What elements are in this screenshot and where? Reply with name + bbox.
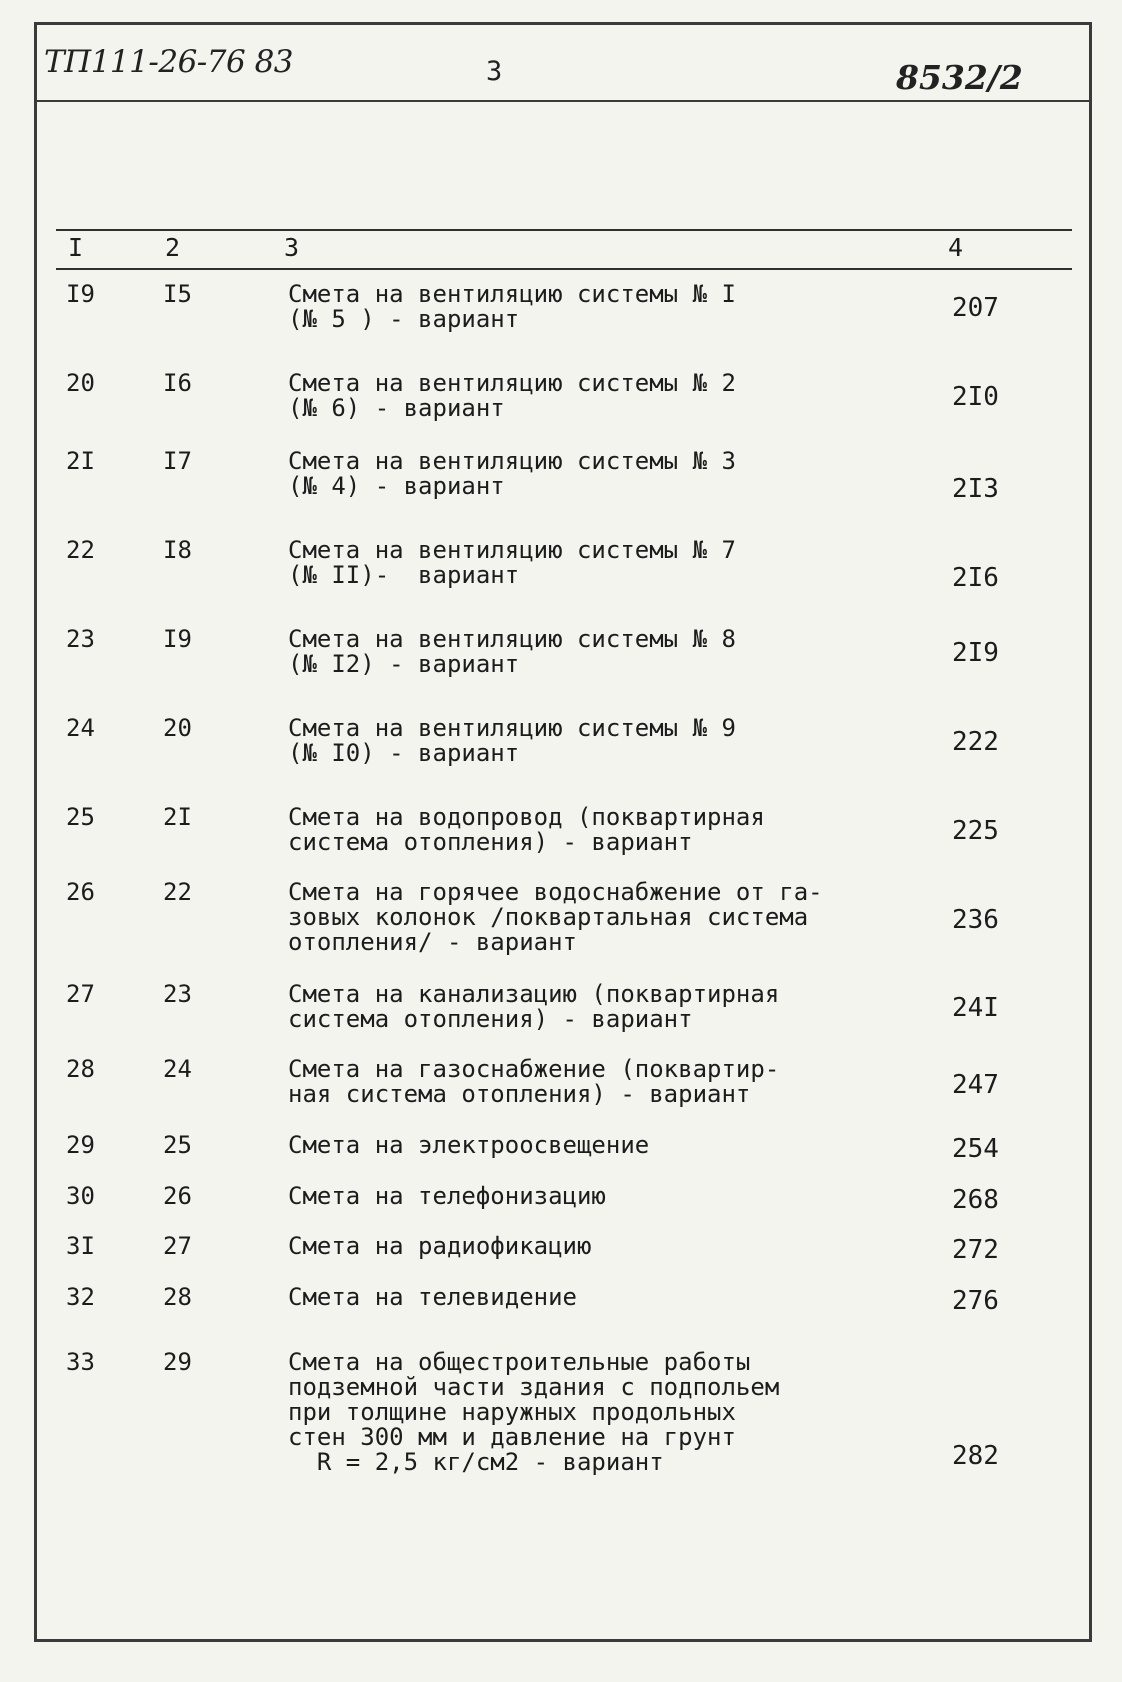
row-estimate-number: 28: [163, 1283, 192, 1311]
row-description: Смета на вентиляцию системы № 3 (№ 4) - вариант: [288, 447, 736, 500]
row-seq-number: 2I: [66, 447, 95, 475]
row-description: Смета на газоснабжение (поквартир- ная система отопления) - вариант: [288, 1055, 780, 1108]
row-description: Смета на электроосвещение: [288, 1131, 650, 1159]
row-page: 254: [952, 1134, 999, 1164]
row-estimate-number: 24: [163, 1055, 192, 1083]
column-header-3: 3: [284, 233, 300, 262]
row-seq-number: I9: [66, 280, 95, 308]
row-page: 24I: [952, 993, 999, 1023]
row-page: 207: [952, 293, 999, 323]
row-page: 225: [952, 816, 999, 846]
row-page: 2I0: [952, 382, 999, 412]
row-seq-number: 22: [66, 536, 95, 564]
table-top-rule: [56, 229, 1072, 231]
row-seq-number: 32: [66, 1283, 95, 1311]
archive-code: 8532/2: [896, 58, 1023, 97]
row-seq-number: 30: [66, 1182, 95, 1210]
row-description: Смета на общестроительные работы подземной части здания с подпольем при толщине наружных продольных стен 300 мм и давление на грунт R = 2,5 кг/см2 - вариант: [288, 1348, 780, 1476]
row-description: Смета на водопровод (поквартирная система отопления) - вариант: [288, 803, 765, 856]
row-description: Смета на канализацию (поквартирная система отопления) - вариант: [288, 980, 780, 1033]
row-description: Смета на вентиляцию системы № I (№ 5 ) - вариант: [288, 280, 736, 333]
row-estimate-number: I9: [163, 625, 192, 653]
row-page: 222: [952, 727, 999, 757]
row-description: Смета на радиофикацию: [288, 1232, 592, 1260]
row-description: Смета на вентиляцию системы № 8 (№ I2) - вариант: [288, 625, 736, 678]
row-seq-number: 25: [66, 803, 95, 831]
row-estimate-number: 23: [163, 980, 192, 1008]
row-estimate-number: 25: [163, 1131, 192, 1159]
row-estimate-number: I5: [163, 280, 192, 308]
row-seq-number: 29: [66, 1131, 95, 1159]
column-header-2: 2: [165, 233, 181, 262]
row-seq-number: 20: [66, 369, 95, 397]
header-divider: [36, 100, 1090, 102]
table-header-rule: [56, 268, 1072, 270]
row-seq-number: 3I: [66, 1232, 95, 1260]
row-description: Смета на вентиляцию системы № 2 (№ 6) - вариант: [288, 369, 736, 422]
row-estimate-number: 2I: [163, 803, 192, 831]
row-page: 247: [952, 1070, 999, 1100]
row-seq-number: 26: [66, 878, 95, 906]
row-page: 2I9: [952, 638, 999, 668]
row-page: 268: [952, 1185, 999, 1215]
row-description: Смета на телефонизацию: [288, 1182, 606, 1210]
row-seq-number: 23: [66, 625, 95, 653]
row-page: 236: [952, 905, 999, 935]
row-estimate-number: 26: [163, 1182, 192, 1210]
row-estimate-number: I7: [163, 447, 192, 475]
page-number: 3: [486, 56, 503, 87]
row-page: 282: [952, 1441, 999, 1471]
column-header-4: 4: [948, 233, 964, 262]
row-description: Смета на телевидение: [288, 1283, 577, 1311]
row-description: Смета на вентиляцию системы № 7 (№ II)- вариант: [288, 536, 736, 589]
row-estimate-number: 22: [163, 878, 192, 906]
row-page: 276: [952, 1286, 999, 1316]
row-description: Смета на вентиляцию системы № 9 (№ I0) - вариант: [288, 714, 736, 767]
row-seq-number: 33: [66, 1348, 95, 1376]
row-estimate-number: I8: [163, 536, 192, 564]
row-estimate-number: 27: [163, 1232, 192, 1260]
document-code: ТП111-26-76 83: [44, 44, 294, 80]
row-estimate-number: 29: [163, 1348, 192, 1376]
row-description: Смета на горячее водоснабжение от га- зовых колонок /поквартальная система отопления/ - вариант: [288, 878, 823, 956]
column-header-1: I: [68, 233, 84, 262]
row-page: 2I3: [952, 474, 999, 504]
row-estimate-number: 20: [163, 714, 192, 742]
row-page: 272: [952, 1235, 999, 1265]
row-page: 2I6: [952, 563, 999, 593]
row-estimate-number: I6: [163, 369, 192, 397]
row-seq-number: 27: [66, 980, 95, 1008]
row-seq-number: 28: [66, 1055, 95, 1083]
row-seq-number: 24: [66, 714, 95, 742]
